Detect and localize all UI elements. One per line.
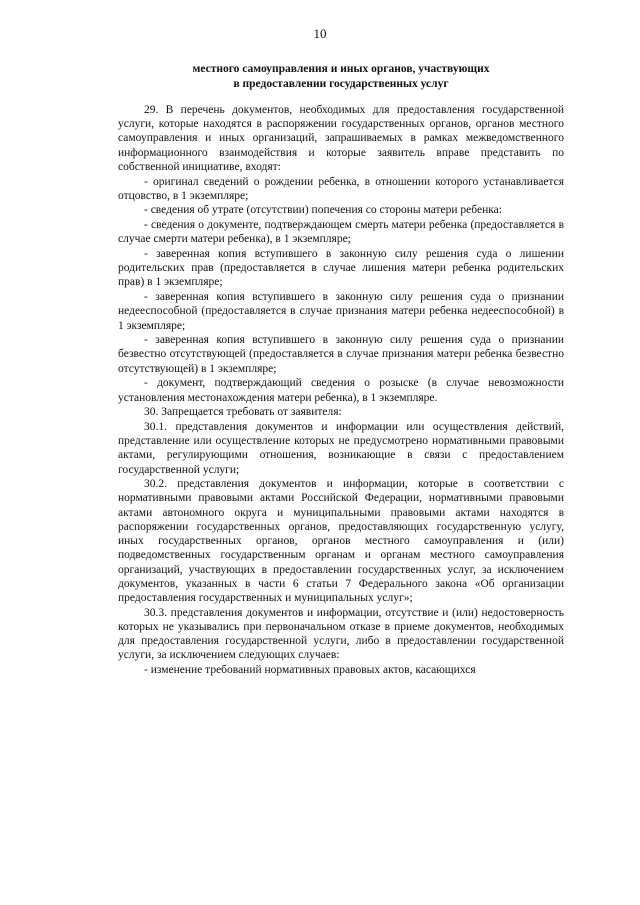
heading-line-1: местного самоуправления и иных органов, участвующих xyxy=(192,63,490,75)
paragraph-30-1: 30.1. представления документов и информации или осуществления действий, представление или осуществление которых не предусмотрено нормативными правовыми актами, регулирующими отношения, возникающие в связи с предоставлением государственной услуги; xyxy=(118,420,564,476)
list-item: - заверенная копия вступившего в законную силу решения суда о лишении родительских прав (предоставляется в случае лишения матери ребенка родительских прав) в 1 экземпляре; xyxy=(118,248,564,289)
paragraph-29: 29. В перечень документов, необходимых для предоставления государственной услуги, которые находятся в распоряжении государственных органов, органов местного самоуправления и иных организаций, запрашиваемых в рамках межведомственного информационного взаимодействия и которые заявитель вправе представить по собственной инициативе, входят: xyxy=(118,104,564,173)
list-item: - заверенная копия вступившего в законную силу решения суда о признании безвестно отсутствующей (предоставляется в случае признания матери ребенка безвестно отсутствующей) в 1 экземпляре; xyxy=(118,334,564,375)
list-item: - документ, подтверждающий сведения о розыске (в случае невозможности установления местонахождения матери ребенка), в 1 экземпляре. xyxy=(118,377,564,404)
paragraph-30-2: 30.2. представления документов и информации, которые в соответствии с нормативными правовыми актами Российской Федерации, нормативными правовыми актами автономного округа и муниципальными правовыми актами находятся в распоряжении государственных органов, предоставляющих государственную услугу, иных государственных органов, органов местного самоуправления и (или) подведомственных государственным органам и органам местного самоуправления организаций, участвующих в предоставлении государственных услуг, за исключением документов, указанных в части 6 статьи 7 Федерального закона «Об организации предоставления государственных и муниципальных услуг»; xyxy=(118,478,564,604)
paragraph-30: 30. Запрещается требовать от заявителя: xyxy=(144,406,342,419)
list-item: - сведения о документе, подтверждающем смерть матери ребенка (предоставляется в случае смерти матери ребенка), в 1 экземпляре; xyxy=(118,219,564,246)
section-heading xyxy=(118,62,564,91)
document-body xyxy=(118,103,564,678)
list-item: - заверенная копия вступившего в законную силу решения суда о признании недееспособной (предоставляется в случае признания матери ребенка недееспособной) в 1 экземпляре; xyxy=(118,291,564,332)
list-item: - изменение требований нормативных правовых актов, касающихся xyxy=(144,663,476,676)
list-item: - сведения об утрате (отсутствии) попечения со стороны матери ребенка: xyxy=(144,204,502,217)
heading-line-2: в предоставлении государственных услуг xyxy=(233,77,449,90)
list-item: - оригинал сведений о рождении ребенка, в отношении которого устанавливается отцовство, в 1 экземпляре; xyxy=(118,175,564,202)
page-number: 10 xyxy=(313,26,327,41)
paragraph-30-3: 30.3. представления документов и информации, отсутствие и (или) недостоверность которых не указывались при первоначальном отказе в приеме документов, необходимых для предоставления государственной услуги, либо в предоставлении государственной услуги, за исключением следующих случаев: xyxy=(118,606,564,662)
